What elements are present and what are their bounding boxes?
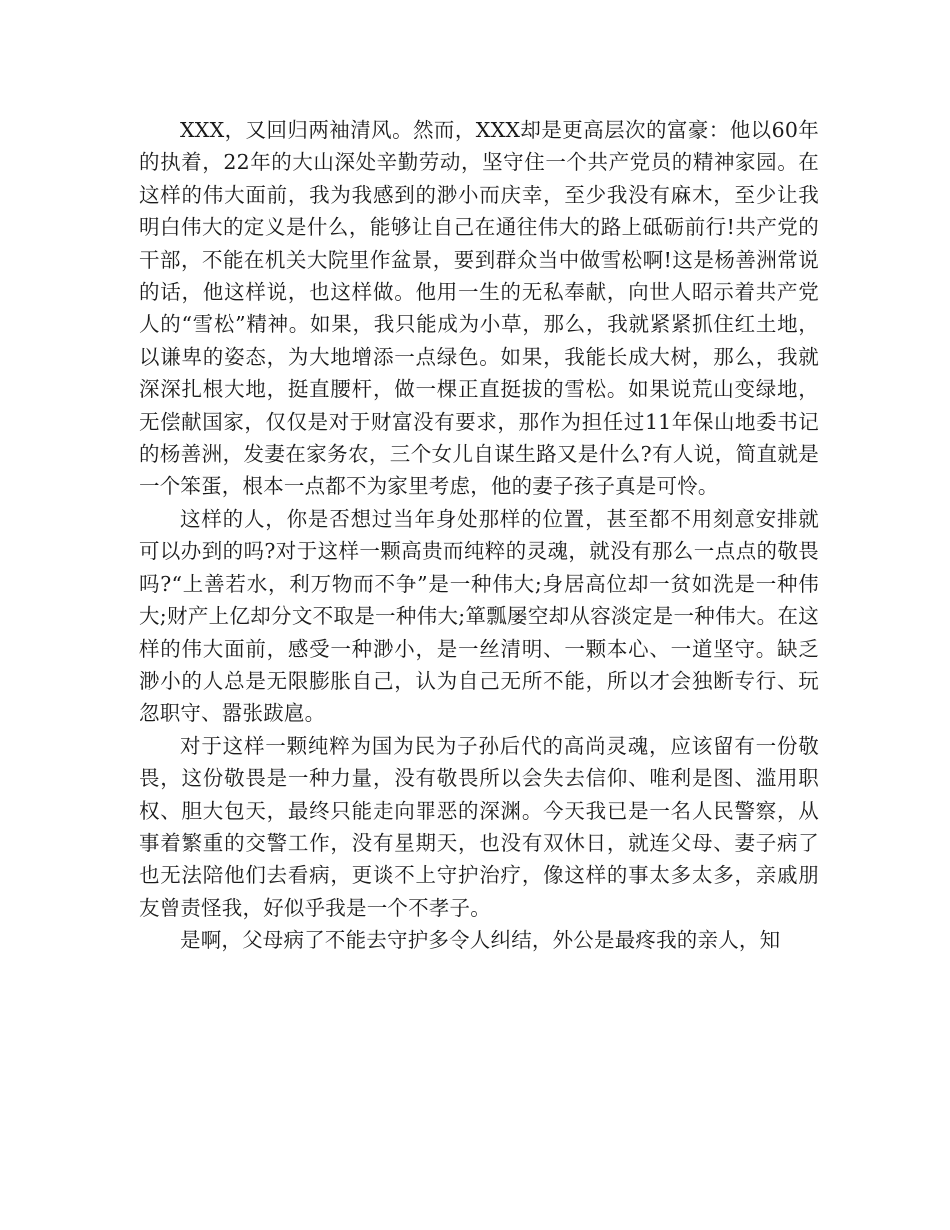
paragraph-4: 是啊，父母病了不能去守护多令人纠结，外公是最疼我的亲人，知 (180, 928, 781, 953)
document-body (139, 114, 819, 957)
paragraph-3: 对于这样一颗纯粹为国为民为子孙后代的高尚灵魂，应该留有一份敬畏，这份敬畏是一种力量，没有敬畏所以会失去信仰、唯利是图、滥用职权、胆大包天，最终只能走向罪恶的深渊。今天我已是一名人民警察，从事着繁重的交警工作，没有星期天，也没有双休日，就连父母、妻子病了也无法陪他们去看病，更谈不上守护治疗，像这样的事太多太多，亲戚朋友曾责怪我，好似乎我是一个不孝子。 (139, 733, 819, 920)
paragraph-1: XXX，又回归两袖清风。然而，XXX却是更高层次的富豪：他以60年的执着，22年的大山深处辛勤劳动，坚守住一个共产党员的精神家园。在这样的伟大面前，我为我感到的渺小而庆幸，至少我没有麻木，至少让我明白伟大的定义是什么，能够让自己在通往伟大的路上砥砺前行!共产党的干部，不能在机关大院里作盆景，要到群众当中做雪松啊!这是杨善洲常说的话，他这样说，也这样做。他用一生的无私奉献，向世人昭示着共产党人的“雪松”精神。如果，我只能成为小草，那么，我就紧紧抓住红土地，以谦卑的姿态，为大地增添一点绿色。如果，我能长成大树，那么，我就深深扎根大地，挺直腰杆，做一棵正直挺拔的雪松。如果说荒山变绿地，无偿献国家，仅仅是对于财富没有要求，那作为担任过11年保山地委书记的杨善洲，发妻在家务农，三个女儿自谋生路又是什么?有人说，简直就是一个笨蛋，根本一点都不为家里考虑，他的妻子孩子真是可怜。 (139, 118, 819, 499)
paragraph-2: 这样的人，你是否想过当年身处那样的位置，甚至都不用刻意安排就可以办到的吗?对于这样一颗高贵而纯粹的灵魂，就没有那么一点点的敬畏吗?“上善若水，利万物而不争”是一种伟大;身居高位却一贫如洗是一种伟大;财产上亿却分文不取是一种伟大;箪瓢屡空却从容淡定是一种伟大。在这样的伟大面前，感受一种渺小，是一丝清明、一颗本心、一道坚守。缺乏渺小的人总是无限膨胀自己，认为自己无所不能，所以才会独断专行、玩忽职守、嚣张跋扈。 (139, 506, 819, 726)
